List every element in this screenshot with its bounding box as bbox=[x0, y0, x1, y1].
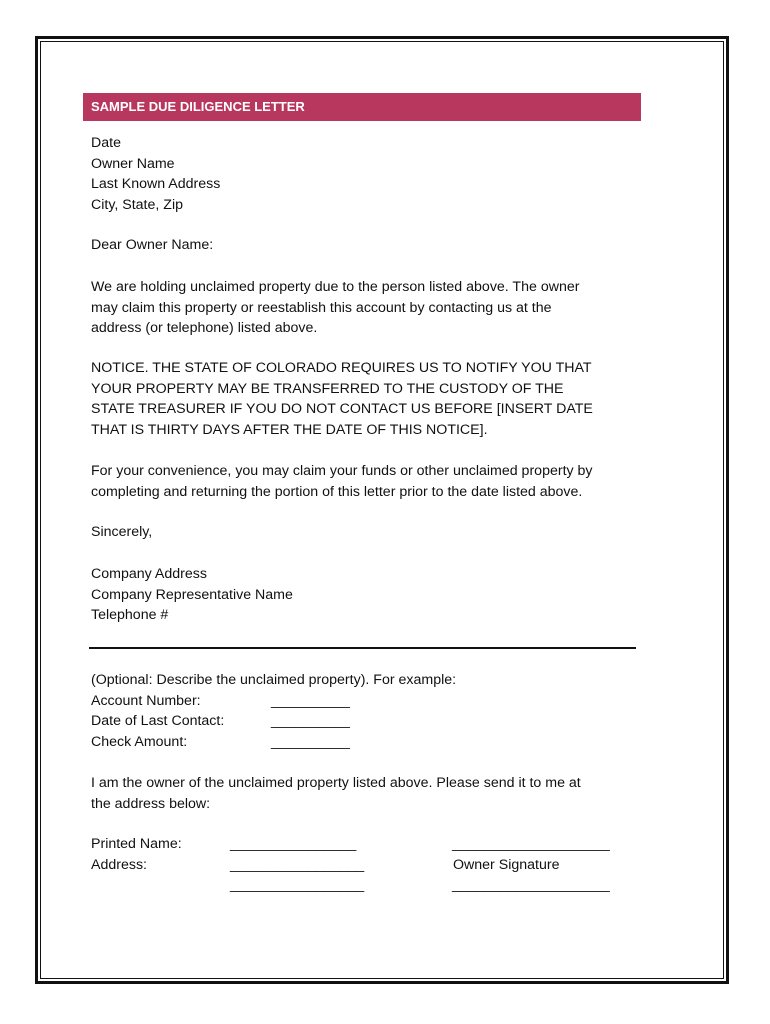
header-owner-name: Owner Name bbox=[91, 155, 175, 172]
printed-name-field[interactable]: ________________ bbox=[230, 836, 357, 852]
header-date: Date bbox=[91, 135, 121, 151]
paragraph1-line3: address (or telephone) listed above. bbox=[91, 320, 318, 336]
last-contact-field[interactable]: __________ bbox=[271, 713, 350, 729]
owner-statement-line2: the address below: bbox=[91, 795, 211, 812]
notice-line3: STATE TREASURER IF YOU DO NOT CONTACT US BEFORE [INSERT DATE bbox=[91, 401, 593, 417]
account-number-field[interactable]: __________ bbox=[271, 692, 350, 709]
signature-field-top[interactable]: ____________________ bbox=[452, 836, 610, 852]
company-representative-name: Company Representative Name bbox=[91, 586, 293, 603]
header-last-known-address: Last Known Address bbox=[91, 176, 221, 192]
owner-statement-line1: I am the owner of the unclaimed property listed above. Please send it to me at bbox=[91, 775, 581, 791]
paragraph2-line2: completing and returning the portion of this letter prior to the date listed above. bbox=[91, 483, 583, 500]
owner-signature-label: Owner Signature bbox=[453, 856, 560, 873]
notice-line1: NOTICE. THE STATE OF COLORADO REQUIRES US TO NOTIFY YOU THAT bbox=[91, 360, 592, 376]
address-field-2[interactable]: _________________ bbox=[230, 877, 365, 893]
address-field-1[interactable]: _________________ bbox=[230, 856, 365, 873]
signature-field-bottom[interactable]: ____________________ bbox=[452, 877, 610, 893]
closing: Sincerely, bbox=[91, 524, 153, 540]
check-amount-label: Check Amount: bbox=[91, 733, 188, 750]
letter-title-banner: SAMPLE DUE DILIGENCE LETTER bbox=[83, 93, 641, 121]
notice-line4: THAT IS THIRTY DAYS AFTER THE DATE OF THIS NOTICE]. bbox=[91, 421, 488, 438]
salutation: Dear Owner Name: bbox=[91, 237, 214, 253]
paragraph1-line1: We are holding unclaimed property due to the person listed above. The owner bbox=[91, 279, 580, 295]
check-amount-field[interactable]: __________ bbox=[271, 733, 350, 750]
printed-name-label: Printed Name: bbox=[91, 836, 182, 852]
paragraph1-line2: may claim this property or reestablish this account by contacting us at the bbox=[91, 299, 552, 316]
company-address: Company Address bbox=[91, 566, 207, 582]
paragraph2-line1: For your convenience, you may claim your funds or other unclaimed property by bbox=[91, 463, 593, 479]
account-number-label: Account Number: bbox=[91, 692, 201, 709]
cut-line-divider bbox=[89, 647, 636, 649]
company-telephone: Telephone # bbox=[91, 607, 169, 623]
header-city-state-zip: City, State, Zip bbox=[91, 196, 183, 213]
address-label: Address: bbox=[91, 856, 147, 873]
last-contact-label: Date of Last Contact: bbox=[91, 713, 225, 729]
optional-intro: (Optional: Describe the unclaimed property). For example: bbox=[91, 672, 457, 688]
notice-line2: YOUR PROPERTY MAY BE TRANSFERRED TO THE CUSTODY OF THE bbox=[91, 380, 564, 397]
